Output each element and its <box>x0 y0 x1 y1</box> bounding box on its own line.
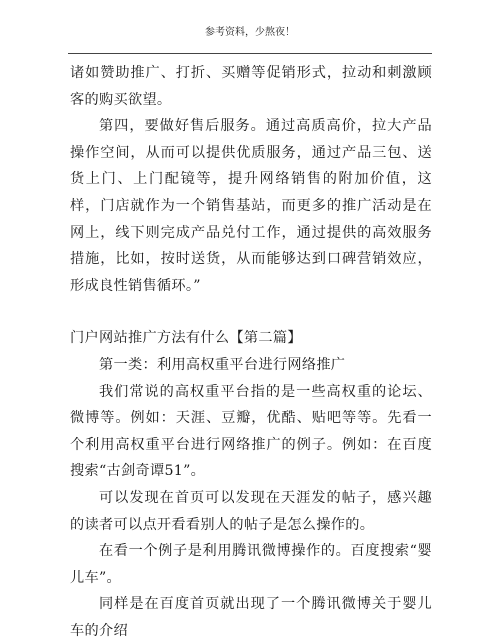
paragraph-category-one: 第一类：利用高权重平台进行网络推广 <box>99 356 346 373</box>
document-body <box>70 60 432 644</box>
paragraph-weibo-example: 在看一个例子是利用腾讯微博操作的。百度搜索“婴儿车”。 <box>70 543 432 586</box>
paragraph-high-weight-platforms: 我们常说的高权重平台指的是一些高权重的论坛、微博等。例如：天涯、豆瓣，优酷、贴吧等等。先看一个利用高权重平台进行网络推广的例子。例如：在百度搜索“古剑奇谭51”。 <box>70 383 432 480</box>
paragraph-promotion: 诸如赞助推广、打折、买赠等促销形式，拉动和刺激顾客的购买欲望。 <box>70 65 432 108</box>
section-title: 门户网站推广方法有什么【第二篇】 <box>70 330 302 347</box>
page-header: 参考资料，少熬夜！ <box>205 27 295 38</box>
paragraph-after-sales: 第四，要做好售后服务。通过高质高价，拉大产品操作空间，从而可以提供优质服务，通过产品三包、送货上门、上门配镜等，提升网络销售的附加价值，这样，门店就作为一个销售基站，而更多的推广活动是在网上，线下则完成产品兑付工作，通过提供的高效服务措施，比如，按时送货，从而能够达到口碑营销效应，形成良性销售循环。” <box>70 118 432 294</box>
paragraph-tianya-example: 可以发现在首页可以发现在天涯发的帖子，感兴趣的读者可以点开看看别人的帖子是怎么操作的。 <box>70 489 432 533</box>
header-divider <box>68 53 432 54</box>
paragraph-baidu-result: 同样是在百度首页就出现了一个腾讯微博关于婴儿车的介绍 <box>70 596 432 639</box>
